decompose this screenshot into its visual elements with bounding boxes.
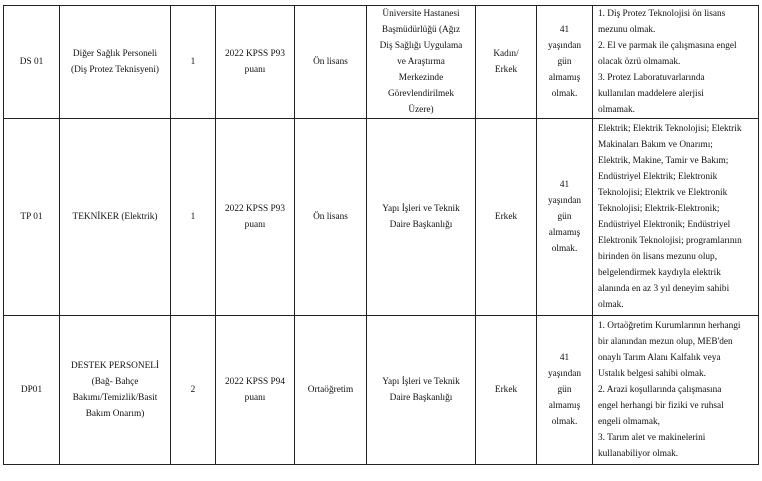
- cell-text: DS 01: [19, 57, 44, 67]
- cell-text: Ortaöğretim: [307, 385, 354, 395]
- education-level-cell: [295, 119, 367, 316]
- cell-text-line: Makinaları Bakım ve Onarımı;: [598, 140, 713, 150]
- quota-count-cell: [171, 316, 216, 465]
- cell-text-line: gün: [557, 212, 572, 222]
- cell-text-line: 41: [559, 180, 570, 190]
- cell-text-line: Yapı İşleri ve Teknik: [382, 377, 460, 387]
- cell-text-line: olmak.: [598, 300, 624, 310]
- position-code-cell: [4, 119, 60, 316]
- cell-text-line: Üzere): [408, 105, 434, 115]
- cell-text-line: almamış: [548, 228, 581, 238]
- position-code-cell: [4, 316, 60, 465]
- cell-text-line: birinden ön lisans mezunu olup,: [598, 252, 718, 262]
- cell-text-line: yaşından: [547, 196, 582, 206]
- cell-text-line: gün: [557, 57, 572, 67]
- cell-text: Ön lisans: [313, 212, 348, 222]
- cell-text-line: 1. Diş Protez Teknolojisi ön lisans: [598, 9, 726, 19]
- table-row: [4, 316, 759, 465]
- cell-text-line: Başmüdürlüğü (Ağız: [381, 25, 461, 35]
- cell-text-line: alanında en az 3 yıl deneyim sahibi: [598, 284, 730, 294]
- cell-text-line: engeli olmamak,: [598, 417, 660, 427]
- cell-text-line: yaşından: [547, 41, 582, 51]
- education-level-cell: [295, 316, 367, 465]
- cell-text-line: Elektronik Teknolojisi; programlarının: [598, 236, 742, 246]
- cell-text-line: Bakımı/Temizlik/Basit: [72, 393, 158, 403]
- cell-text-line: Yapı İşleri ve Teknik: [382, 204, 460, 214]
- cell-text-line: Diş Sağlığı Uygulama: [379, 41, 463, 51]
- cell-text-line: 41: [559, 353, 570, 363]
- cell-text-line: kullanılan maddelere alerjisi: [598, 89, 704, 99]
- cell-text: TP 01: [20, 212, 43, 222]
- quota-count-cell: [171, 119, 216, 316]
- education-level-cell: [295, 6, 367, 119]
- position-title-cell: [60, 316, 171, 465]
- work-unit-cell: [367, 6, 476, 119]
- cell-text: 1: [190, 212, 196, 222]
- cell-text-line: Kadın/: [493, 49, 519, 59]
- gender-cell: [476, 119, 537, 316]
- cell-text-line: Görevlendirilmek: [387, 89, 455, 99]
- cell-text-line: Erkek: [494, 65, 518, 75]
- cell-text-line: TEKNİKER (Elektrik): [72, 212, 158, 222]
- work-unit-cell: [367, 316, 476, 465]
- table-body: [4, 6, 759, 465]
- cell-text: Ön lisans: [313, 57, 348, 67]
- cell-text-line: ve Araştırma: [397, 57, 445, 67]
- position-code-cell: [4, 6, 60, 119]
- kpss-score-cell: [216, 119, 295, 316]
- cell-text-line: Teknolojisi; Elektrik-Elektronik;: [598, 204, 720, 214]
- cell-text-line: Ustalık belgesi sahibi olmak.: [598, 369, 706, 379]
- cell-text-line: Merkezinde: [398, 73, 444, 83]
- cell-text-line: 2. El ve parmak ile çalışmasına engel: [598, 41, 737, 51]
- cell-text-line: almamış: [548, 401, 581, 411]
- cell-text-line: Bakım Onarım): [85, 409, 145, 419]
- cell-text: 1: [190, 57, 196, 67]
- cell-text-line: engel herhangi bir fiziki ve ruhsal: [598, 401, 724, 411]
- cell-text-line: 1. Ortaöğretim Kurumlarının herhangi: [598, 321, 741, 331]
- cell-text-line: olmak.: [551, 417, 578, 427]
- cell-text-line: Endüstriyel Elektronik; Endüstriyel: [598, 220, 731, 230]
- gender-cell: [476, 6, 537, 119]
- cell-text-line: Erkek: [494, 212, 518, 222]
- cell-text-line: 41: [559, 25, 570, 35]
- position-title-cell: [60, 6, 171, 119]
- quota-count-cell: [171, 6, 216, 119]
- cell-text-line: (Bağ- Bahçe: [91, 377, 139, 387]
- age-limit-cell: [537, 316, 593, 465]
- cell-text-line: puanı: [244, 393, 266, 403]
- cell-text-line: 2022 KPSS P94: [225, 377, 285, 387]
- age-limit-cell: [537, 119, 593, 316]
- work-unit-cell: [367, 119, 476, 316]
- cell-text-line: Üniversite Hastanesi: [382, 9, 460, 19]
- cell-text-line: Elektrik; Elektrik Teknolojisi; Elektrik: [598, 124, 742, 134]
- cell-text-line: 2022 KPSS P93: [225, 204, 285, 214]
- cell-text-line: Elektrik, Makine, Tamir ve Bakım;: [598, 156, 729, 166]
- kpss-score-cell: [216, 316, 295, 465]
- special-conditions-cell: [593, 119, 759, 316]
- cell-text-line: belgelendirmek kaydıyla elektrik: [598, 268, 721, 278]
- cell-text-line: olmak.: [551, 89, 578, 99]
- cell-text-line: onaylı Tarım Alanı Kalfalık veya: [598, 353, 721, 363]
- cell-text-line: 2. Arazi koşullarında çalışmasına: [598, 385, 722, 395]
- table-row: [4, 119, 759, 316]
- cell-text-line: puanı: [244, 65, 266, 75]
- cell-text-line: mezunu olmak.: [598, 25, 656, 35]
- cell-text: 2: [190, 385, 196, 395]
- cell-text-line: Daire Başkanlığı: [389, 220, 453, 230]
- cell-text-line: gün: [557, 385, 572, 395]
- position-title-cell: [60, 119, 171, 316]
- age-limit-cell: [537, 6, 593, 119]
- cell-text-line: puanı: [244, 220, 266, 230]
- cell-text-line: bir alanından mezun olup, MEB'den: [598, 337, 733, 347]
- position-requirements-table: [3, 5, 759, 465]
- gender-cell: [476, 316, 537, 465]
- cell-text-line: (Diş Protez Teknisyeni): [71, 65, 159, 75]
- cell-text-line: Endüstriyel Elektrik; Elektronik: [598, 172, 718, 182]
- special-conditions-cell: [593, 6, 759, 119]
- cell-text-line: DESTEK PERSONELİ: [70, 361, 160, 371]
- cell-text-line: 3. Protez Laboratuvarlarında: [598, 73, 705, 83]
- cell-text-line: Daire Başkanlığı: [389, 393, 453, 403]
- cell-text-line: Erkek: [494, 385, 518, 395]
- cell-text-line: olacak özrü olmamak.: [598, 57, 681, 67]
- cell-text-line: 2022 KPSS P93: [225, 49, 285, 59]
- special-conditions-cell: [593, 316, 759, 465]
- cell-text-line: olmak.: [551, 244, 578, 254]
- cell-text-line: Teknolojisi; Elektrik ve Elektronik: [598, 188, 728, 198]
- cell-text-line: Diğer Sağlık Personeli: [72, 49, 158, 59]
- kpss-score-cell: [216, 6, 295, 119]
- cell-text-line: 3. Tarım alet ve makinelerini: [598, 433, 706, 443]
- cell-text-line: kullanabiliyor olmak.: [598, 449, 679, 459]
- cell-text-line: almamış: [548, 73, 581, 83]
- cell-text: DP01: [20, 385, 43, 395]
- table-row: [4, 6, 759, 119]
- cell-text-line: yaşından: [547, 369, 582, 379]
- cell-text-line: olmamak.: [598, 105, 635, 115]
